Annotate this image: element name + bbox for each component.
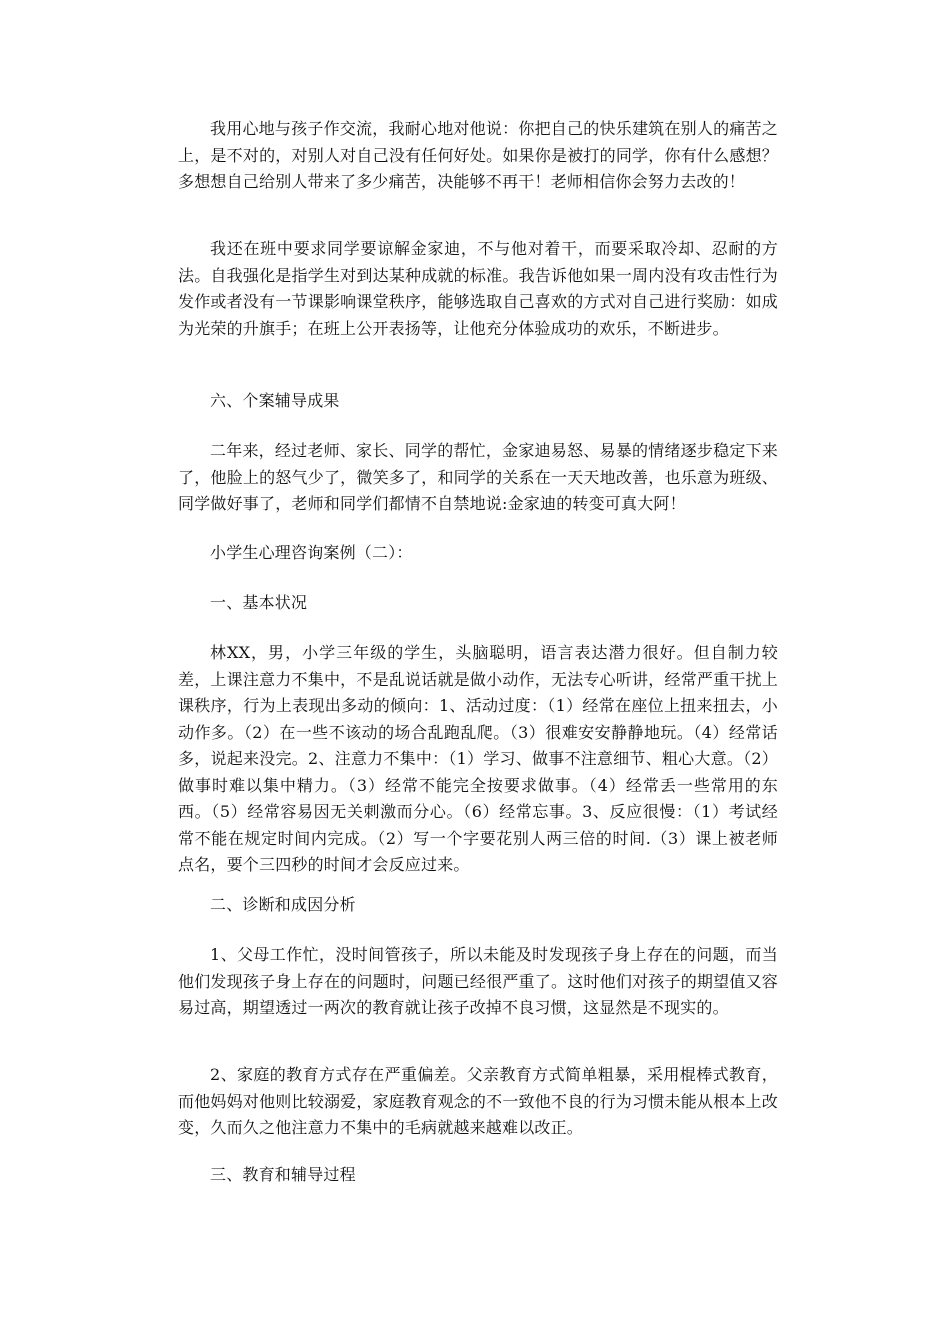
paragraph-class-requirement (178, 236, 778, 342)
paragraph-diagnosis-one (178, 942, 778, 1022)
section-heading-diagnosis (178, 892, 778, 919)
section-heading-results (178, 388, 778, 415)
paragraph-results (178, 438, 778, 518)
paragraph-text: 林XX，男，小学三年级的学生，头脑聪明，语言表达潜力很好。但自制力较差，上课注意力不集中，不是乱说话就是做小动作，无法专心听讲，经常严重干扰上课秩序，行为上表现出多动的倾向：1、活动过度：（1）经常在座位上扭来扭去，小动作多。（2）在一些不该动的场合乱跑乱爬。（3）很难安安静静地玩。（4）经常话多，说起来没完。2、注意力不集中：（1）学习、做事不注意细节、粗心大意。（2）做事时难以集中精力。（3）经常不能完全按要求做事。（4）经常丢一些常用的东西。（5）经常容易因无关刺激而分心。（6）经常忘事。3、反应很慢：（1）考试经常不能在规定时间内完成。（2）写一个字要花别人两三倍的时间.（3）课上被老师点名，要个三四秒的时间才会反应过来。 (178, 643, 778, 874)
heading-text: 六、个案辅导成果 (210, 391, 340, 410)
case-title-two (178, 540, 778, 567)
paragraph-text: 2、家庭的教育方式存在严重偏差。父亲教育方式简单粗暴，采用棍棒式教育，而他妈妈对他则比较溺爱，家庭教育观念的不一致他不良的行为习惯未能从根本上改变，久而久之他注意力不集中的毛病就越来越难以改正。 (178, 1065, 778, 1137)
heading-text: 二、诊断和成因分析 (210, 895, 356, 914)
heading-text: 一、基本状况 (210, 593, 308, 612)
paragraph-text: 1、父母工作忙，没时间管孩子，所以未能及时发现孩子身上存在的问题，而当他们发现孩子身上存在的问题时，问题已经很严重了。这时他们对孩子的期望值又容易过高，期望透过一两次的教育就让孩子改掉不良习惯，这显然是不现实的。 (178, 945, 778, 1017)
section-heading-basic-status (178, 590, 778, 617)
paragraph-basic-status (178, 640, 778, 879)
heading-text: 三、教育和辅导过程 (210, 1165, 356, 1184)
paragraph-text: 我还在班中要求同学要谅解金家迪，不与他对着干，而要采取冷却、忍耐的方法。自我强化是指学生对到达某种成就的标准。我告诉他如果一周内没有攻击性行为发作或者没有一节课影响课堂秩序，能够选取自己喜欢的方式对自己进行奖励：如成为光荣的升旗手；在班上公开表扬等，让他充分体验成功的欢乐，不断进步。 (178, 239, 778, 338)
paragraph-text: 我用心地与孩子作交流，我耐心地对他说：你把自己的快乐建筑在别人的痛苦之上，是不对的，对别人对自己没有任何好处。如果你是被打的同学，你有什么感想？多想想自己给别人带来了多少痛苦，决能够不再干！老师相信你会努力去改的！ (178, 119, 778, 191)
paragraph-diagnosis-two (178, 1062, 778, 1142)
heading-text: 小学生心理咨询案例（二）： (210, 543, 413, 562)
paragraph-communication (178, 116, 778, 196)
paragraph-text: 二年来，经过老师、家长、同学的帮忙，金家迪易怒、易暴的情绪逐步稳定下来了，他脸上的怒气少了，微笑多了，和同学的关系在一天天地改善，也乐意为班级、同学做好事了，老师和同学们都情不自禁地说:金家迪的转变可真大阿！ (178, 441, 778, 513)
section-heading-counseling-process (178, 1162, 778, 1189)
